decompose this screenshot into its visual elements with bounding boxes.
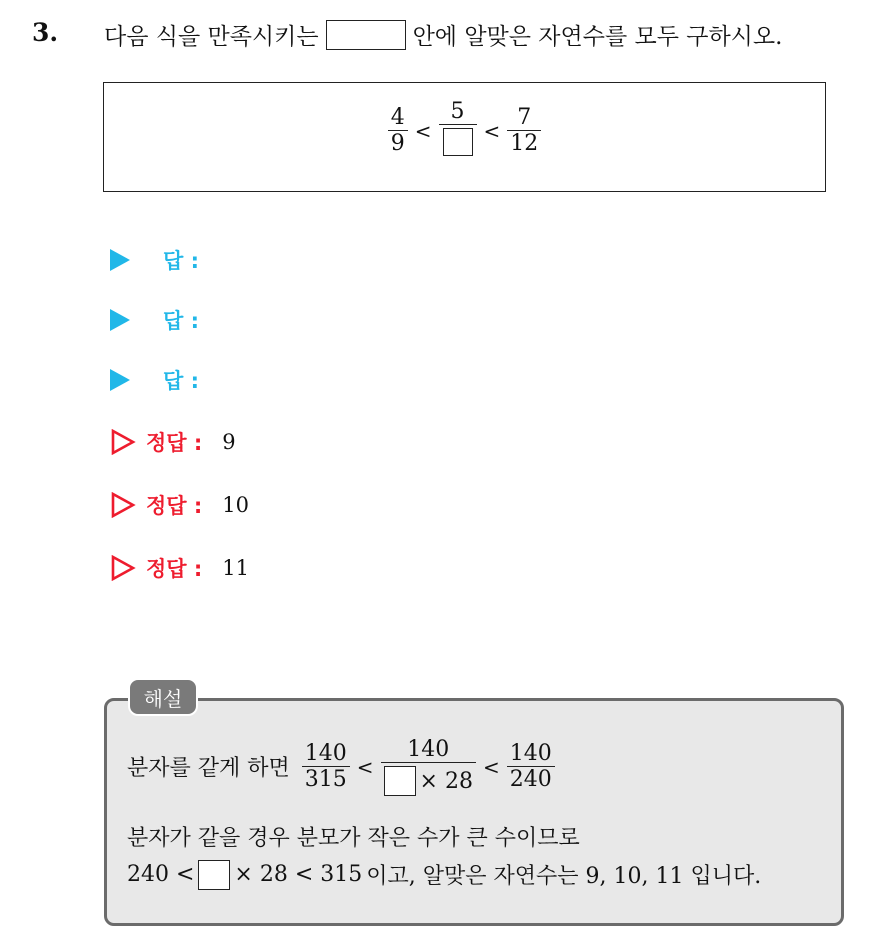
answer-label: 답 : bbox=[163, 309, 199, 333]
fraction-140-over-blank-times-28: $\frac{140}{\times 28}$ bbox=[381, 737, 476, 796]
play-triangle-icon bbox=[110, 369, 130, 391]
correct-answer-label: 정답 : bbox=[146, 494, 203, 518]
fraction-seven-twelfths: $\frac{7}{12}$ bbox=[507, 105, 541, 157]
question-number: 3. bbox=[32, 18, 59, 47]
inequality bbox=[104, 99, 825, 163]
solution-line-3: 240 < × 28 < 315 이고, 알맞은 자연수는 9, 10, 11 입니다. bbox=[127, 859, 761, 890]
solution-box bbox=[104, 698, 844, 926]
blank-square bbox=[384, 766, 416, 796]
play-triangle-icon bbox=[110, 249, 130, 271]
question-text-after: 안에 알맞은 자연수를 모두 구하시오. bbox=[412, 24, 783, 50]
fraction-four-ninths: $\frac{4}{9}$ bbox=[388, 105, 408, 157]
solution-line-1: 분자를 같게 하면 $\frac{140}{315}$ < $\frac{140}{\times 28}$ < $\frac{140}{240}$ bbox=[127, 737, 555, 796]
less-than-sign: < bbox=[482, 754, 500, 779]
outline-triangle-icon bbox=[110, 429, 136, 455]
correct-answer-value: 10 bbox=[222, 493, 250, 517]
answer-row-1 bbox=[110, 245, 199, 275]
answer-row-3 bbox=[110, 365, 199, 395]
correct-answer-row-1 bbox=[110, 427, 236, 457]
blank-square bbox=[443, 128, 473, 156]
question-text-before: 다음 식을 만족시키는 bbox=[104, 24, 319, 50]
answer-blank-box bbox=[326, 20, 406, 50]
correct-answer-row-3 bbox=[110, 553, 249, 583]
outline-triangle-icon bbox=[110, 555, 136, 581]
fraction-140-240: $\frac{140}{240}$ bbox=[507, 741, 555, 793]
correct-answer-label: 정답 : bbox=[146, 557, 203, 581]
correct-answer-value: 11 bbox=[222, 556, 250, 580]
answer-label: 답 : bbox=[163, 369, 199, 393]
fraction-five-over-blank: 5 bbox=[439, 99, 477, 163]
solution-tab: 해설 bbox=[128, 678, 198, 716]
less-than-sign: < bbox=[483, 118, 501, 143]
correct-answer-row-2 bbox=[110, 490, 249, 520]
less-than-sign: < bbox=[414, 118, 432, 143]
less-than-sign: < bbox=[356, 754, 374, 779]
outline-triangle-icon bbox=[110, 492, 136, 518]
answer-row-2 bbox=[110, 305, 199, 335]
play-triangle-icon bbox=[110, 309, 130, 331]
question-text bbox=[104, 18, 782, 51]
answer-label: 답 : bbox=[163, 249, 199, 273]
blank-square bbox=[198, 860, 230, 890]
correct-answer-label: 정답 : bbox=[146, 431, 203, 455]
solution-line-2: 분자가 같을 경우 분모가 작은 수가 큰 수이므로 bbox=[127, 826, 580, 851]
formula-box bbox=[103, 82, 826, 192]
correct-answer-value: 9 bbox=[222, 430, 236, 454]
fraction-140-315: $\frac{140}{315}$ bbox=[302, 741, 350, 793]
